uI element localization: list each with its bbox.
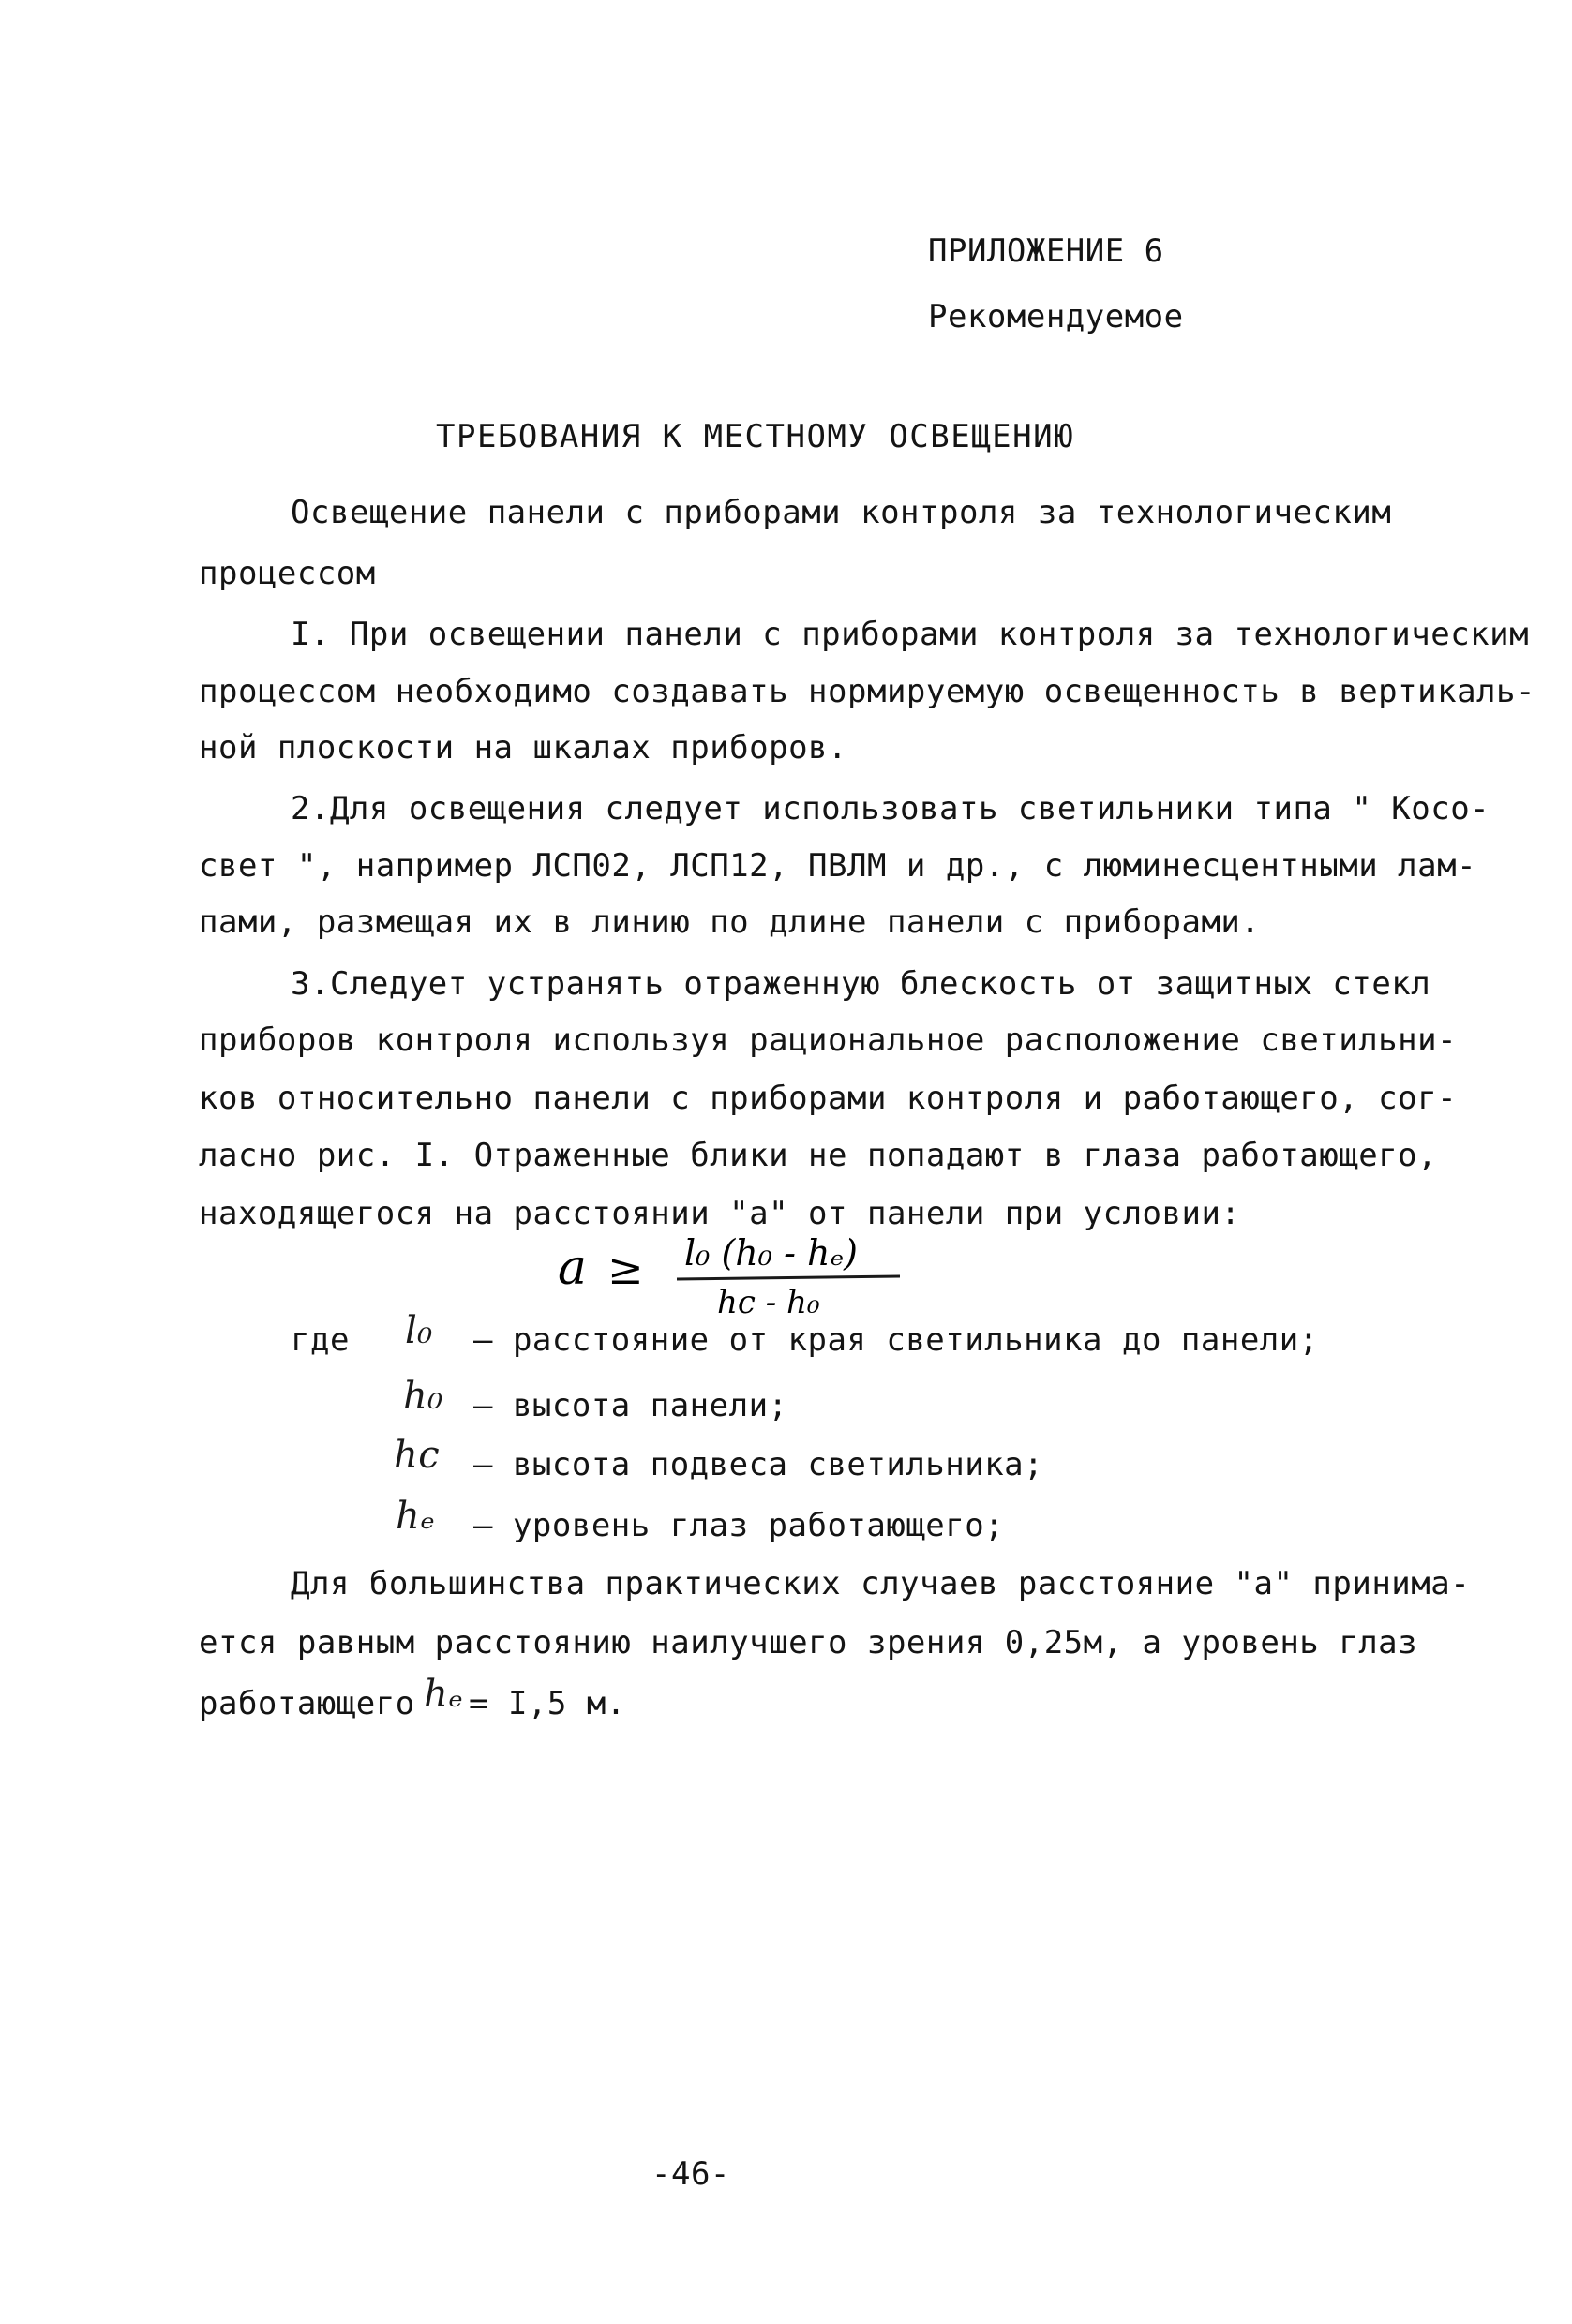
item3-line-2: приборов контроля используя рациональное расположение светильни- [199,1021,1458,1059]
definitions-where: где [291,1321,350,1359]
definition-text-he: – уровень глаз работающего; [473,1507,1005,1544]
section-heading: ТРЕБОВАНИЯ К МЕСТНОМУ ОСВЕЩЕНИЮ [436,418,1075,455]
item2-line-3: пами, размещая их в линию по длине панели с приборами. [199,903,1261,941]
closing-symbol-he: hₑ [424,1673,464,1716]
intro-line-2: процессом [199,555,376,592]
item3-line-5: находящегося на расстоянии "а" от панели при условии: [199,1195,1241,1232]
formula [0,1223,1572,1326]
formula-lhs: a [558,1240,588,1296]
page-number: -46- [651,2155,730,2193]
formula-relation: ≥ [607,1244,644,1294]
formula-denominator: hc - h₀ [717,1284,820,1321]
definition-symbol-he: hₑ [396,1495,436,1538]
item1-line-2: процессом необходимо создавать нормируемую освещенность в вертикаль- [199,673,1535,710]
item2-line-1: 2.Для освещения следует использовать светильники типа " Косо- [291,790,1490,827]
formula-numerator: l₀ (h₀ - hₑ) [684,1232,859,1274]
definition-text-l0: – расстояние от края светильника до панели; [473,1321,1319,1359]
closing-line-3-prefix: работающего [199,1685,415,1722]
item3-line-4: ласно рис. I. Отраженные блики не попадают в глаза работающего, [199,1137,1438,1174]
fraction-bar [677,1276,900,1279]
item3-line-3: ков относительно панели с приборами контроля и работающего, сог- [199,1080,1458,1117]
definition-text-hc: – высота подвеса светильника; [473,1446,1044,1483]
item1-line-3: ной плоскости на шкалах приборов. [199,729,848,767]
closing-line-1: Для большинства практических случаев расстояние "а" принима- [291,1565,1471,1602]
closing-line-3-suffix: = I,5 м. [469,1685,626,1722]
item2-line-2: свет ", например ЛСП02, ЛСП12, ПВЛМ и др., с люминесцентными лам- [199,847,1477,885]
item3-line-1: 3.Следует устранять отраженную блескость от защитных стекл [291,965,1431,1003]
definition-text-h0: – высота панели; [473,1387,788,1424]
item1-line-1: I. При освещении панели с приборами контроля за технологическим [291,616,1530,653]
closing-line-2: ется равным расстоянию наилучшего зрения 0,25м, а уровень глаз [199,1624,1418,1661]
intro-line-1: Освещение панели с приборами контроля за технологическим [291,494,1392,531]
definition-symbol-hc: hc [394,1434,441,1477]
appendix-title: ПРИЛОЖЕНИЕ 6 [928,232,1164,270]
definition-symbol-h0: h₀ [403,1375,443,1418]
appendix-status: Рекомендуемое [928,298,1184,335]
definition-symbol-l0: l₀ [405,1309,433,1352]
